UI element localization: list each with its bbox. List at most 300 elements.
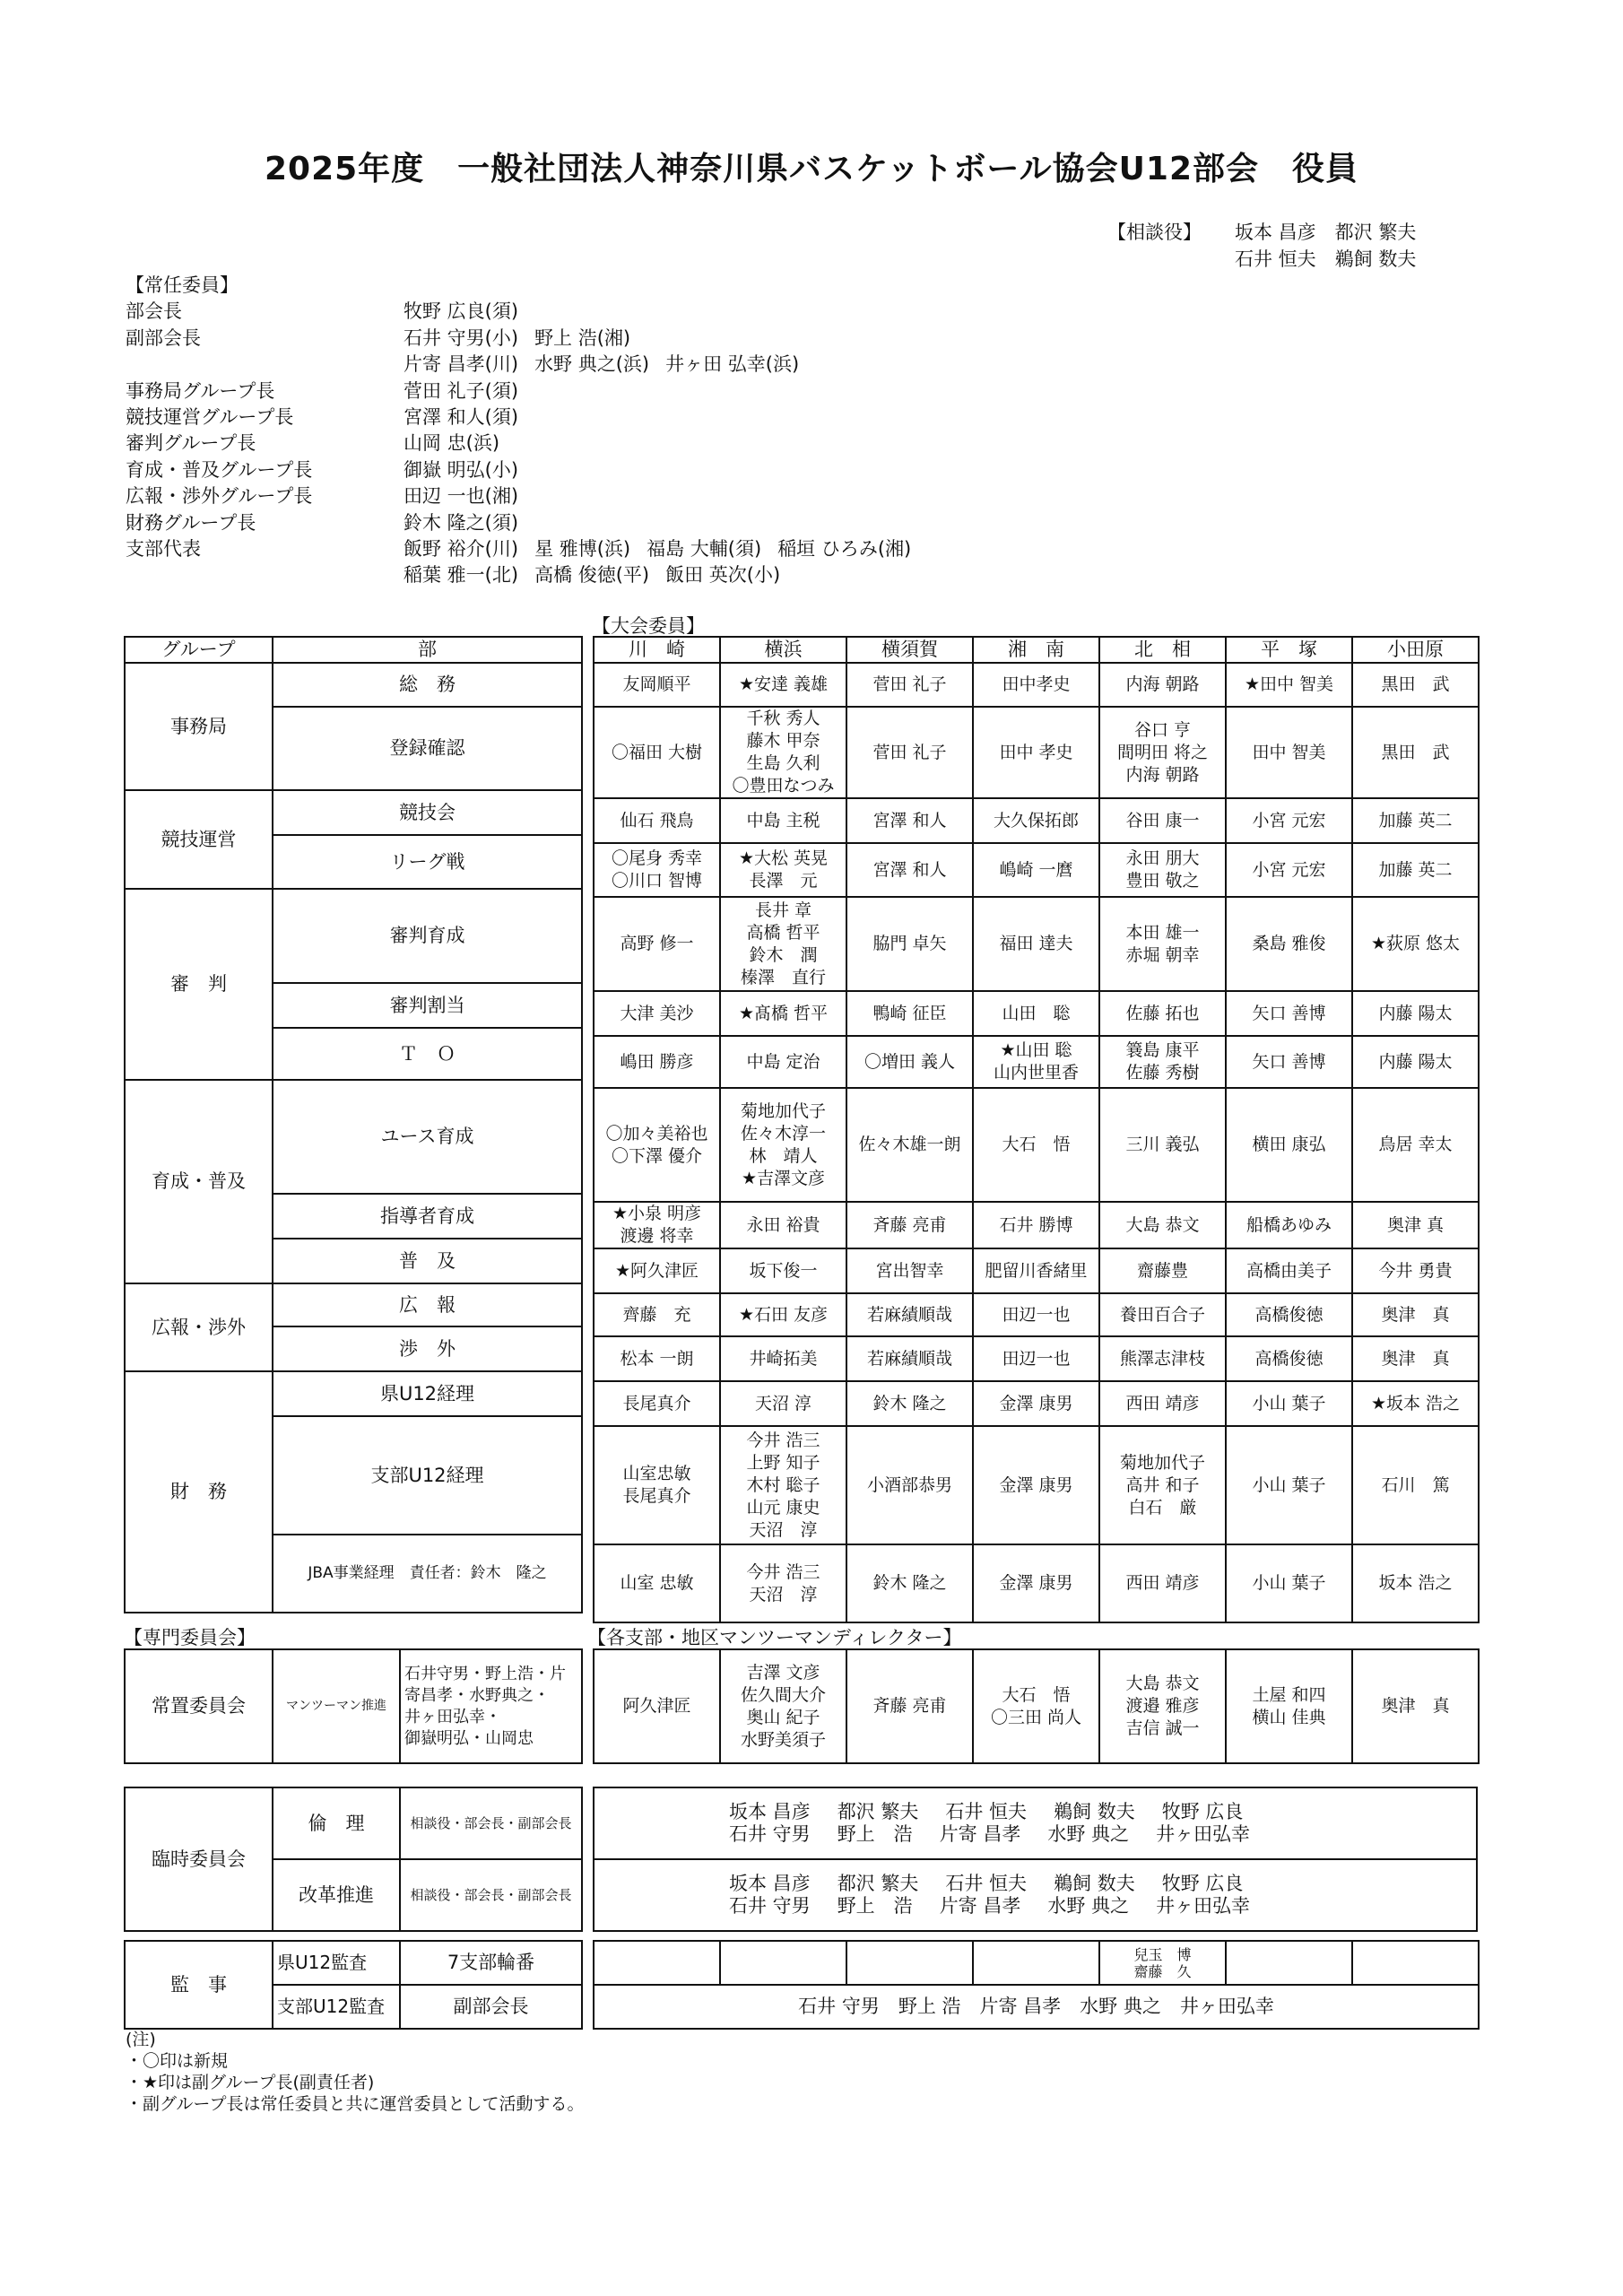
auditor-members: 7支部輪番 (400, 1941, 582, 1985)
auditor-name: 兒玉 博 (1133, 1945, 1192, 1963)
dept-name: 広 報 (273, 1283, 582, 1326)
member-name: 田中孝史 (1002, 674, 1071, 694)
branch-cell (1226, 798, 1352, 843)
committee-members: 相談役・部会長・副部会長 (400, 1859, 582, 1931)
member-name: 高橋俊徳 (1254, 1304, 1324, 1325)
member-name: 養田百合子 (1119, 1304, 1205, 1325)
dept-name: JBA事業経理 責任者：鈴木 隆之 (273, 1535, 582, 1613)
branch-cell (846, 1426, 973, 1544)
member-name: 天沼 淳 (749, 1519, 818, 1540)
temporary-committee-table (124, 1787, 583, 1932)
member-name: 中島 定治 (746, 1051, 820, 1072)
branch-cell (720, 897, 846, 991)
member-name: 宮澤 和人 (872, 859, 947, 880)
member-name: 木村 聡子 (746, 1474, 820, 1495)
standing-row (126, 457, 927, 483)
auditor-cell (973, 1941, 1099, 1985)
director-name: 吉信 誠一 (1125, 1718, 1200, 1738)
standing-member: 飯田 英次(小) (665, 564, 781, 587)
member-name: ★髙橋 哲平 (738, 1003, 829, 1023)
branch-cell (1226, 1088, 1352, 1202)
auditor-cell (1352, 1941, 1479, 1985)
branch-cell (973, 1381, 1099, 1426)
member-name: 佐々木雄一朗 (858, 1135, 961, 1154)
auditor-cell (846, 1941, 973, 1985)
branch-cell (720, 1088, 846, 1202)
standing-member: 井ヶ田 弘幸(浜) (665, 353, 800, 376)
director-name: 吉澤 文彦 (746, 1662, 820, 1683)
branch-cell (1099, 843, 1226, 897)
header-branch: 平 塚 (1226, 637, 1352, 663)
dept-name: 渉 外 (273, 1326, 582, 1371)
standing-committee-list (126, 273, 927, 589)
standing-row (126, 510, 927, 536)
branch-cell (1099, 798, 1226, 843)
auditors-name: 監 事 (125, 1941, 273, 2029)
committee-sub: マンツーマン推進 (273, 1649, 400, 1763)
director-name: 土屋 和四 (1252, 1684, 1326, 1705)
branch-cell (1226, 843, 1352, 897)
member-name: ★安達 義雄 (738, 674, 829, 694)
temporary-names (594, 1787, 1477, 1859)
standing-member: 星 雅博(浜) (534, 538, 631, 561)
branch-cell (846, 1202, 973, 1248)
standing-member: 稲垣 ひろみ(湘) (777, 538, 912, 561)
member-name: ★荻原 悠太 (1370, 934, 1461, 953)
branch-cell (594, 663, 720, 707)
branch-cell (1352, 798, 1479, 843)
branch-cell (1352, 1248, 1479, 1293)
committee-person: 井ヶ田弘幸 (1156, 1823, 1251, 1845)
branch-cell (846, 843, 973, 897)
standing-member: 御嶽 明弘(小) (404, 458, 519, 481)
advisors-line: 坂本 昌彦 都沢 繁夫 (1235, 222, 1417, 243)
page-title: 2025年度 一般社団法人神奈川県バスケットボール協会U12部会 役員 (264, 151, 1358, 187)
member-name: 大石 悟 (1002, 1135, 1071, 1154)
dept-name: 登録確認 (273, 707, 582, 790)
member-name: ★坂本 浩之 (1370, 1393, 1461, 1413)
auditor-sub: 県U12監査 (273, 1941, 400, 1985)
committee-members: 石井守男・野上浩・片 寄昌孝・水野典之・ 井ヶ田弘幸・ 御嶽明弘・山岡忠 (400, 1649, 582, 1763)
branch-cell (594, 1248, 720, 1293)
standing-label: 【常任委員】 (126, 274, 239, 296)
member-name: 脇門 卓矢 (872, 934, 947, 953)
member-name: 間明田 将之 (1116, 742, 1209, 762)
header-group: グループ (125, 637, 273, 663)
branch-cell (846, 663, 973, 707)
director-cell (846, 1649, 973, 1763)
member-name: 長澤 元 (749, 871, 818, 891)
branch-cell (1099, 1426, 1226, 1544)
member-name: 本田 雄一 (1125, 922, 1200, 943)
branch-cell (846, 798, 973, 843)
member-name: 鈴木 隆之 (872, 1573, 947, 1593)
member-name: 〇加々美裕也 (605, 1123, 708, 1144)
branch-cell (720, 663, 846, 707)
member-name: 谷田 康一 (1125, 810, 1200, 831)
member-name: 今井 勇貴 (1378, 1260, 1453, 1281)
director-cell (594, 1649, 720, 1763)
standing-member: 野上 浩(湘) (534, 326, 631, 349)
committee-person: 野上 浩 (837, 1895, 913, 1917)
branch-cell (720, 1293, 846, 1336)
director-name: 〇三田 尚人 (990, 1707, 1082, 1727)
director-name: 水野美須子 (740, 1729, 826, 1750)
branch-cell (973, 897, 1099, 991)
branch-cell (846, 1036, 973, 1088)
member-name: 石井 勝博 (999, 1214, 1073, 1235)
member-name: 菊地加代子 (1119, 1452, 1205, 1473)
member-name: 長尾真介 (622, 1393, 691, 1413)
committee-person: 野上 浩 (837, 1823, 913, 1845)
member-name: 長井 章 (754, 900, 812, 920)
member-name: 若麻績順哉 (866, 1304, 952, 1325)
branch-cell (1226, 1293, 1352, 1336)
branch-cell (1352, 843, 1479, 897)
branch-cell (594, 991, 720, 1036)
header-dept: 部 (273, 637, 582, 663)
branch-cell (973, 1036, 1099, 1088)
member-name: 金澤 康男 (999, 1393, 1073, 1413)
member-name: 加藤 英二 (1378, 810, 1453, 831)
committee-person: 水野 典之 (1047, 1895, 1130, 1917)
advisors-line: 石井 恒夫 鵜飼 数夫 (1235, 248, 1417, 270)
standing-role: 部会長 (126, 300, 182, 323)
standing-role: 審判グループ長 (126, 432, 256, 455)
branch-cell (973, 1202, 1099, 1248)
committee-person: 坂本 昌彦 (729, 1873, 811, 1894)
member-name: 横田 康弘 (1252, 1135, 1326, 1154)
director-cell (1226, 1649, 1352, 1763)
member-name: 田中 孝史 (999, 742, 1073, 762)
auditor-cell (1226, 1941, 1352, 1985)
member-name: 嶋崎 一麿 (999, 859, 1073, 880)
standing-row (126, 378, 927, 404)
member-name: 豊田 敬之 (1125, 871, 1200, 891)
notes-heading: (注) (126, 2030, 156, 2049)
member-name: 中島 主税 (746, 810, 820, 831)
standing-role: 事務局グループ長 (126, 379, 275, 402)
branch-cell (973, 1426, 1099, 1544)
standing-member: 石井 守男(小) (404, 326, 519, 349)
standing-role: 競技運営グループ長 (126, 406, 294, 429)
branch-cell (720, 1036, 846, 1088)
branch-cell (720, 843, 846, 897)
member-name: ★大松 英晃 (738, 848, 829, 868)
standing-member: 水野 典之(浜) (534, 353, 650, 376)
dept-name: 競技会 (273, 790, 582, 835)
branch-cell (846, 1088, 973, 1202)
member-name: 金澤 康男 (999, 1474, 1073, 1495)
branch-cell (1352, 991, 1479, 1036)
branch-cell (973, 1544, 1099, 1622)
committee-person: 石井 恒夫 (945, 1801, 1028, 1822)
member-name: 高井 和子 (1125, 1474, 1200, 1495)
committee-person: 片寄 昌孝 (939, 1895, 1021, 1917)
standing-member: 片寄 昌孝(川) (404, 353, 519, 376)
director-name: 奥山 紀子 (746, 1707, 820, 1727)
standing-member: 高橋 俊徳(平) (534, 564, 650, 587)
committee-sub: 倫 理 (273, 1787, 400, 1859)
branch-cell (1099, 1336, 1226, 1381)
member-name: ★阿久津匠 (614, 1260, 699, 1281)
branch-cell (1099, 1293, 1226, 1336)
branch-cell (1226, 1336, 1352, 1381)
header-branch: 横浜 (720, 637, 846, 663)
member-name: 永田 朋大 (1125, 848, 1200, 868)
committee-person: 片寄 昌孝 (939, 1823, 1021, 1845)
member-name: 奥津 真 (1381, 1348, 1450, 1369)
branch-cell (1352, 1036, 1479, 1088)
tournament-dept-table (124, 636, 583, 1613)
advisors-label: 【相談役】 (1107, 222, 1202, 243)
member-name: 小山 葉子 (1252, 1393, 1326, 1413)
branch-cell (973, 1293, 1099, 1336)
branch-cell (973, 843, 1099, 897)
branch-cell (594, 897, 720, 991)
committee-person: 石井 守男 (729, 1823, 811, 1845)
note-item: ・〇印は新規 (126, 2051, 229, 2071)
branch-cell (1226, 1202, 1352, 1248)
director-name: 阿久津匠 (622, 1696, 691, 1716)
branch-cell (1352, 1088, 1479, 1202)
auditors-names-table (593, 1940, 1480, 2030)
member-name: 鈴木 潤 (749, 944, 818, 965)
committee-person: 石井 恒夫 (945, 1873, 1028, 1894)
member-name: 菅田 礼子 (872, 742, 947, 762)
branch-cell (846, 1544, 973, 1622)
branch-cell (1352, 897, 1479, 991)
member-name: 佐々木淳一 (740, 1123, 826, 1144)
member-name: 矢口 善博 (1252, 1003, 1326, 1023)
branch-cell (973, 1088, 1099, 1202)
standing-row (126, 326, 927, 352)
branch-cell (594, 1381, 720, 1426)
member-name: 今井 浩三 (746, 1430, 820, 1450)
branch-cell (1099, 1381, 1226, 1426)
branch-cell (720, 798, 846, 843)
dept-name: Ｔ Ｏ (273, 1028, 582, 1080)
member-name: 山内世里香 (993, 1063, 1079, 1083)
member-name: 山田 聡 (1002, 1003, 1071, 1023)
member-name: 〇増田 義人 (864, 1051, 956, 1072)
member-name: 田中 智美 (1252, 742, 1326, 762)
dept-name: 支部U12経理 (273, 1416, 582, 1535)
branch-cell (720, 1426, 846, 1544)
branch-cell (1226, 897, 1352, 991)
auditor-sub: 支部U12監査 (273, 1985, 400, 2029)
branch-cell (973, 991, 1099, 1036)
member-name: 嶋田 勝彦 (620, 1051, 694, 1072)
member-name: 高橋俊徳 (1254, 1348, 1324, 1369)
member-name: 矢口 善博 (1252, 1051, 1326, 1072)
branch-cell (1352, 707, 1479, 798)
standing-role: 育成・普及グループ長 (126, 458, 313, 481)
member-name: 小宮 元宏 (1252, 810, 1326, 831)
branch-cell (973, 663, 1099, 707)
dept-name: 指導者育成 (273, 1194, 582, 1239)
branch-cell (1352, 663, 1479, 707)
header-branch: 湘 南 (973, 637, 1099, 663)
director-cell (1099, 1649, 1226, 1763)
temporary-names (594, 1859, 1477, 1931)
branch-cell (594, 1544, 720, 1622)
branch-cell (720, 1202, 846, 1248)
branch-cell (1226, 1248, 1352, 1293)
branch-cell (720, 1544, 846, 1622)
member-name: 石川 篤 (1381, 1474, 1450, 1495)
group-name: 財 務 (125, 1371, 273, 1613)
branch-cell (1099, 1088, 1226, 1202)
auditors-table (124, 1940, 583, 2030)
member-name: 長尾真介 (622, 1486, 691, 1506)
branch-cell (594, 843, 720, 897)
committee-person: 石井 守男 (729, 1895, 811, 1917)
member-name: 榛澤 直行 (740, 967, 826, 987)
group-name: 育成・普及 (125, 1080, 273, 1283)
branch-cell (1226, 1426, 1352, 1544)
member-name: 肥留川香緒里 (985, 1260, 1088, 1281)
branch-cell (594, 707, 720, 798)
branch-cell (973, 707, 1099, 798)
member-name: 熊澤志津枝 (1119, 1348, 1205, 1369)
member-name: 三川 義弘 (1125, 1135, 1200, 1154)
member-name: 仙石 飛鳥 (620, 810, 694, 831)
dept-name: リーグ戦 (273, 835, 582, 889)
dept-name: 審判割当 (273, 983, 582, 1028)
header-branch: 横須賀 (846, 637, 973, 663)
director-cell (720, 1649, 846, 1763)
member-name: 田辺一也 (1002, 1304, 1071, 1325)
director-name: 奥津 真 (1381, 1696, 1450, 1716)
directors-table (593, 1648, 1480, 1764)
member-name: 〇下澤 優介 (611, 1145, 703, 1166)
standing-member: 飯野 裕介(川) (404, 538, 519, 561)
branch-cell (720, 1336, 846, 1381)
header-branch: 川 崎 (594, 637, 720, 663)
standing-row (126, 404, 927, 430)
branch-cell (973, 1248, 1099, 1293)
branch-cell (1099, 897, 1226, 991)
member-name: 渡邊 将幸 (620, 1226, 694, 1246)
branch-cell (1099, 1036, 1226, 1088)
branch-cell (594, 1293, 720, 1336)
committee-person: 井ヶ田弘幸 (1156, 1895, 1251, 1917)
branch-cell (1099, 991, 1226, 1036)
member-name: 赤堀 朝幸 (1125, 944, 1200, 965)
member-name: 小山 葉子 (1252, 1573, 1326, 1593)
branch-cell (1099, 1202, 1226, 1248)
director-name: 大島 恭文 (1125, 1674, 1200, 1693)
director-name: 佐久間大介 (740, 1684, 826, 1705)
director-name: 渡邉 雅彦 (1125, 1696, 1200, 1716)
branch-cell (720, 1248, 846, 1293)
advisors-block (1107, 219, 1416, 273)
committee-person: 鵜飼 数夫 (1054, 1873, 1135, 1894)
standing-member: 田辺 一也(湘) (404, 485, 519, 508)
member-name: 永田 裕貴 (746, 1214, 820, 1235)
member-name: 奥津 真 (1386, 1214, 1445, 1235)
member-name: 奥津 真 (1381, 1304, 1450, 1325)
branch-cell (846, 991, 973, 1036)
group-name: 審 判 (125, 889, 273, 1080)
dept-name: ユース育成 (273, 1080, 582, 1194)
branch-cell (720, 991, 846, 1036)
director-cell (1352, 1649, 1479, 1763)
member-name: 高野 修一 (620, 934, 694, 953)
committee-person: 水野 典之 (1047, 1823, 1130, 1845)
committee-person: 坂本 昌彦 (729, 1801, 811, 1822)
committee-sub: 改革推進 (273, 1859, 400, 1931)
standing-member: 山岡 忠(浜) (404, 432, 500, 455)
group-name: 競技運営 (125, 790, 273, 889)
branch-cell (1352, 1426, 1479, 1544)
dept-name: 審判育成 (273, 889, 582, 983)
member-name: 高橋 哲平 (746, 922, 820, 943)
standing-member: 福島 大輔(須) (647, 538, 762, 561)
member-name: 生島 久利 (746, 753, 820, 773)
standing-row (126, 483, 927, 509)
tournament-label: 【大会委員】 (592, 615, 705, 637)
member-name: 菅田 礼子 (872, 674, 947, 694)
member-name: 上野 知子 (746, 1452, 820, 1473)
member-name: 鴨崎 征臣 (872, 1003, 947, 1023)
branch-cell (594, 1426, 720, 1544)
branch-cell (973, 798, 1099, 843)
committee-person: 都沢 繁夫 (837, 1801, 919, 1822)
member-name: 内藤 陽太 (1378, 1003, 1453, 1023)
member-name: ★田中 智美 (1244, 674, 1334, 694)
member-name: 〇尾身 秀幸 (611, 848, 703, 868)
member-name: ★吉澤文彦 (741, 1168, 826, 1188)
member-name: 坂下俊一 (749, 1260, 818, 1281)
member-name: 西田 靖彦 (1125, 1573, 1200, 1593)
header-branch: 北 相 (1099, 637, 1226, 663)
branch-cell (846, 707, 973, 798)
committee-person: 都沢 繁夫 (837, 1873, 919, 1894)
member-name: 山室 忠敏 (620, 1573, 694, 1593)
tournament-branch-table (593, 636, 1480, 1623)
directors-label: 【各支部・地区マンツーマンディレクター】 (587, 1627, 962, 1648)
member-name: 〇川口 智博 (611, 871, 703, 891)
branch-cell (1099, 707, 1226, 798)
branch-cell (1226, 663, 1352, 707)
member-name: 小酒部恭男 (866, 1474, 952, 1495)
branch-cell (973, 1336, 1099, 1381)
branch-cell (846, 1293, 973, 1336)
committee-person: 鵜飼 数夫 (1054, 1801, 1135, 1822)
branch-cell (1352, 1381, 1479, 1426)
member-name: 田辺一也 (1002, 1348, 1071, 1369)
member-name: 小山 葉子 (1252, 1474, 1326, 1495)
committee-person: 牧野 広良 (1161, 1873, 1244, 1894)
member-name: 宮澤 和人 (872, 810, 947, 831)
branch-cell (1226, 991, 1352, 1036)
branch-cell (846, 1381, 973, 1426)
committee-name: 常置委員会 (125, 1649, 273, 1763)
member-name: 鈴木 隆之 (872, 1393, 947, 1413)
member-name: 船橋あゆみ (1245, 1214, 1332, 1235)
branch-cell (1099, 1248, 1226, 1293)
dept-name: 県U12経理 (273, 1371, 582, 1416)
member-name: 坂本 浩之 (1378, 1573, 1453, 1593)
branch-cell (1352, 1544, 1479, 1622)
director-name: 大石 悟 (1002, 1684, 1071, 1705)
group-name: 広報・渉外 (125, 1283, 273, 1371)
branch-cell (846, 1248, 973, 1293)
member-name: 簔島 康平 (1125, 1040, 1200, 1060)
branch-cell (1352, 1202, 1479, 1248)
